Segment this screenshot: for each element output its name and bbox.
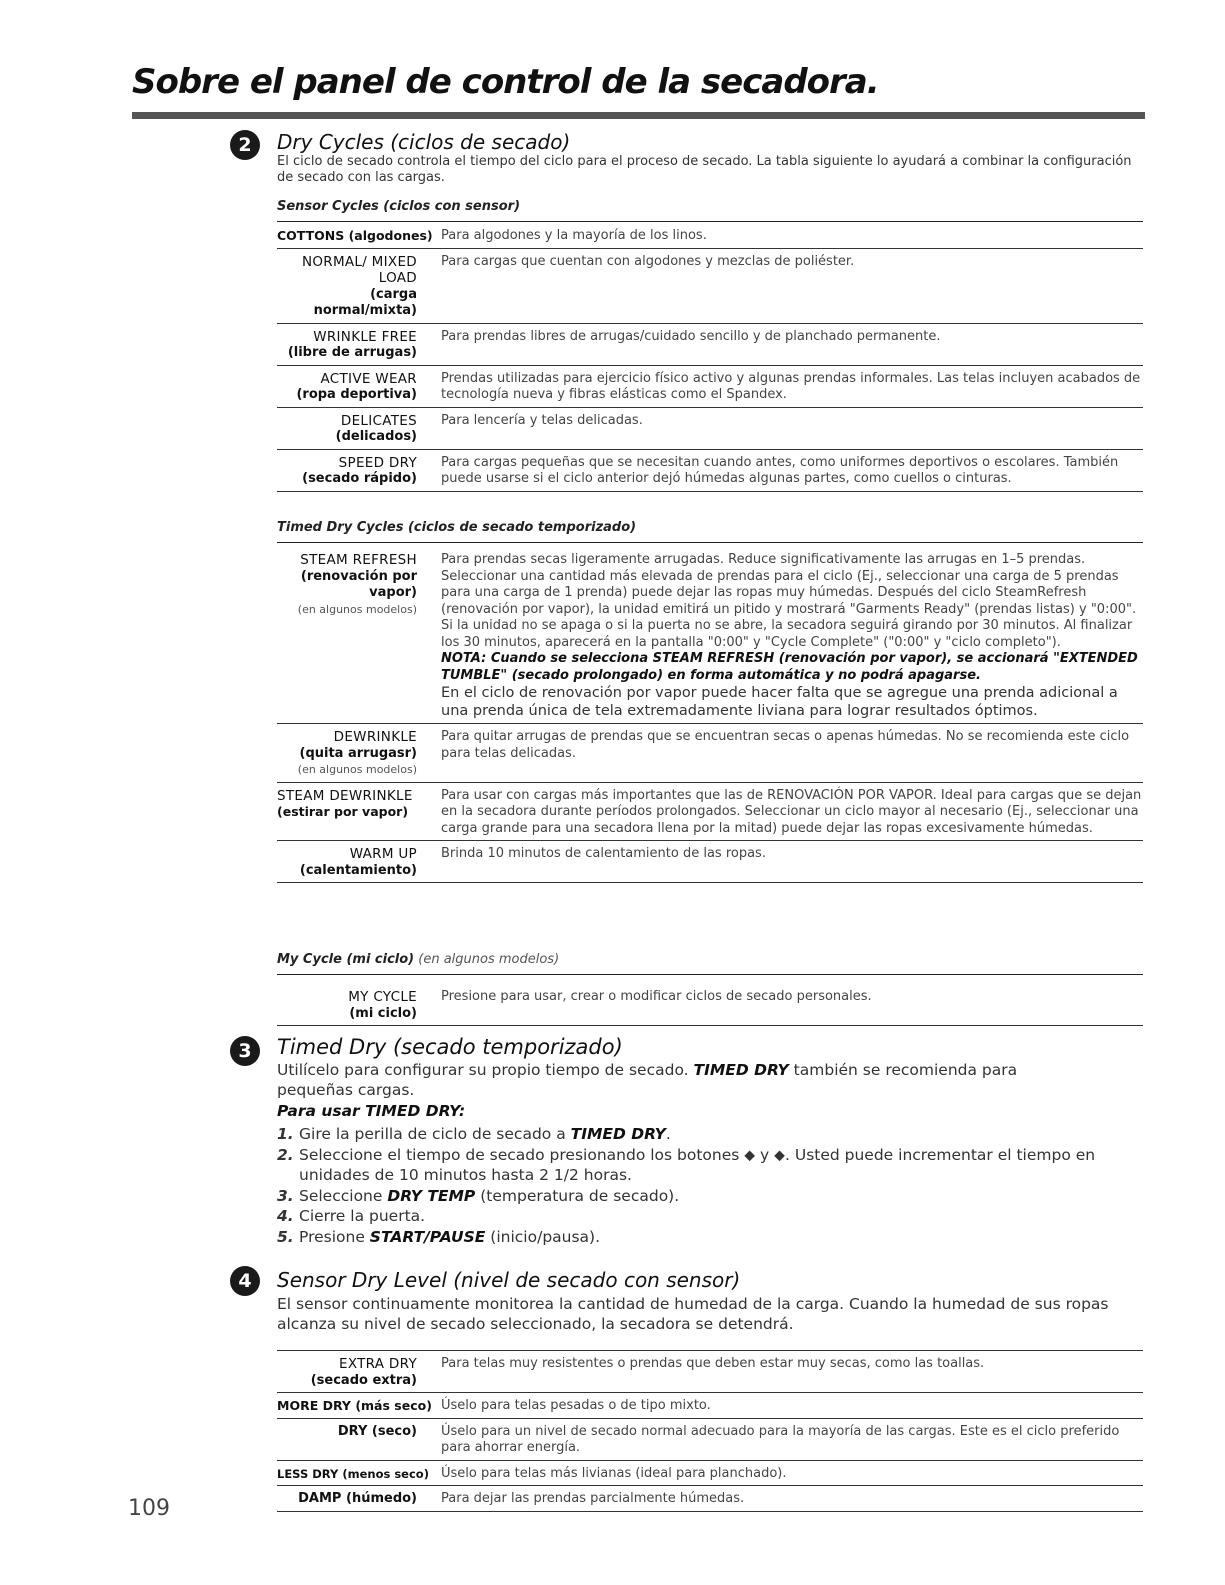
dry-level-name-en: EXTRA DRY xyxy=(338,1356,417,1372)
cycle-name-en: WRINKLE FREE xyxy=(313,328,417,345)
table-row xyxy=(277,1486,1143,1512)
table-row xyxy=(277,449,1143,491)
page-number: 109 xyxy=(128,1496,170,1521)
table-row xyxy=(277,365,1143,407)
step-number: 2. xyxy=(277,1145,294,1164)
table-row xyxy=(277,984,1143,1026)
table-row xyxy=(277,323,1143,365)
step-number: 4. xyxy=(277,1207,294,1225)
dry-level-description: Úselo para un nivel de secado normal adecuado para la mayoría de las cargas. Este es el ciclo preferido para ahorrar energía. xyxy=(441,1418,1143,1460)
cycle-label xyxy=(277,365,441,407)
sensor-cycles-table xyxy=(277,223,1143,492)
dry-level-label xyxy=(277,1393,441,1419)
dry-level-label xyxy=(277,1460,441,1486)
my-cycle-optional-note: (en algunos modelos) xyxy=(418,952,560,967)
timed-dry-steps xyxy=(277,1124,1147,1247)
list-item xyxy=(277,1206,1147,1227)
table-row xyxy=(277,782,1143,841)
step-number: 5. xyxy=(277,1227,294,1246)
section-3-intro xyxy=(277,1060,1037,1100)
cycle-description: Para algodones y la mayoría de los linos. xyxy=(441,223,1143,248)
step-text-end: (temperatura de secado). xyxy=(475,1186,680,1205)
cycle-label xyxy=(277,223,441,248)
cycle-description: Brinda 10 minutos de calentamiento de las ropas. xyxy=(441,841,1143,883)
section-4-number-badge: 4 xyxy=(230,1266,260,1296)
cycle-description: Para cargas que cuentan con algodones y mezclas de poliéster. xyxy=(441,248,1143,323)
list-item xyxy=(277,1227,1147,1248)
dry-level-description: Úselo para telas más livianas (ideal para planchado). xyxy=(441,1460,1143,1486)
cycle-name-es: (secado rápido) xyxy=(302,471,417,486)
table-row xyxy=(277,724,1143,783)
cycle-name-en: DELICATES xyxy=(340,412,417,429)
cycle-label xyxy=(277,724,441,783)
cycle-name-es: (libre de arrugas) xyxy=(287,345,417,360)
cycle-label xyxy=(277,449,441,491)
step-text: Cierre la puerta. xyxy=(299,1207,426,1225)
table-row xyxy=(277,1393,1143,1419)
cycle-name-es: (quita arrugasr) xyxy=(299,745,417,761)
table-row xyxy=(277,1460,1143,1486)
cycle-name-es: (delicados) xyxy=(335,429,417,444)
dry-level-name-es: (seco) xyxy=(371,1423,417,1439)
section-3-howto-heading: Para usar TIMED DRY: xyxy=(277,1102,466,1120)
cycle-name-en: COTTONS xyxy=(277,228,345,243)
cycle-note: NOTA: Cuando se selecciona STEAM REFRESH (renovación por vapor), se accionará "EXTENDED TUMBLE" (secado prolongado) en forma automática y no podrá apagarse. xyxy=(441,651,1138,683)
section-3-intro-text-end: también se recomienda para pequeñas cargas. xyxy=(277,1061,1018,1099)
timed-cycles-subheading xyxy=(277,520,1143,543)
title-rule xyxy=(132,112,1145,119)
cycle-description: Prendas utilizadas para ejercicio físico activo y algunas prendas informales. Las telas incluyen acabados de tecnología nueva y fibras elásticas como el Spandex. xyxy=(441,365,1143,407)
dry-level-table xyxy=(277,1350,1143,1512)
dry-level-name-es: (más seco) xyxy=(355,1398,432,1413)
dry-level-name-en: DRY xyxy=(337,1423,368,1439)
cycle-description: Para cargas pequeñas que se necesitan cuando antes, como uniformes deportivos o escolares. También puede usarse si el ciclo anterior dejó húmedas algunas partes, como cuellos o cinturas. xyxy=(441,449,1143,491)
list-item xyxy=(277,1145,1147,1186)
cycle-name-en: SPEED DRY xyxy=(338,454,417,471)
table-row xyxy=(277,547,1143,724)
optional-models-note: (en algunos modelos) xyxy=(297,602,417,616)
step-text-end: (inicio/pausa). xyxy=(485,1227,601,1246)
cycle-description: Para lencería y telas delicadas. xyxy=(441,407,1143,449)
dry-level-name-es: (menos seco) xyxy=(342,1466,429,1481)
section-3-number-badge: 3 xyxy=(230,1036,260,1066)
table-row xyxy=(277,248,1143,323)
step-text-end: . xyxy=(665,1125,671,1143)
sensor-cycles-subheading-text: Sensor Cycles (ciclos con sensor) xyxy=(277,199,521,214)
cycle-description: Para prendas libres de arrugas/cuidado sencillo y de planchado permanente. xyxy=(441,323,1143,365)
cycle-name-en: NORMAL/ MIXED LOAD xyxy=(301,253,417,286)
dry-level-name-en: MORE DRY xyxy=(277,1398,351,1413)
cycle-description: Presione para usar, crear o modificar ciclos de secado personales. xyxy=(441,984,1143,1026)
section-2-heading: Dry Cycles (ciclos de secado) xyxy=(277,130,571,154)
cycle-name-es: (ropa deportiva) xyxy=(296,387,417,402)
step-keyword: DRY TEMP xyxy=(387,1186,476,1205)
section-3-heading: Timed Dry (secado temporizado) xyxy=(277,1035,623,1059)
dry-level-description: Úselo para telas pesadas o de tipo mixto. xyxy=(441,1393,1143,1419)
step-keyword: START/PAUSE xyxy=(369,1227,486,1246)
dry-level-name-es: (húmedo) xyxy=(346,1491,417,1506)
page-title: Sobre el panel de control de la secadora. xyxy=(132,62,879,102)
table-row xyxy=(277,407,1143,449)
section-3-intro-text: Utilícelo para configurar su propio tiempo de secado. xyxy=(277,1061,694,1079)
dry-level-label xyxy=(277,1486,441,1512)
my-cycle-table xyxy=(277,984,1143,1026)
cycle-extra-text: En el ciclo de renovación por vapor puede hacer falta que se agregue una prenda adicional a una prenda única de tela extremadamente liviana para lograr resultados óptimos. xyxy=(441,685,1118,719)
section-4-intro: El sensor continuamente monitorea la cantidad de humedad de la carga. Cuando la humedad de sus ropas alcanza su nivel de secado seleccionado, la secadora se detendrá. xyxy=(277,1295,1109,1333)
section-2-number-badge: 2 xyxy=(230,130,260,160)
step-text: Gire la perilla de ciclo de secado a xyxy=(299,1125,571,1143)
table-row xyxy=(277,841,1143,883)
table-row xyxy=(277,1351,1143,1393)
dry-level-name-es: (secado extra) xyxy=(310,1372,417,1388)
timed-cycles-table xyxy=(277,547,1143,883)
cycle-label xyxy=(277,407,441,449)
cycle-name-es: (estirar por vapor) xyxy=(277,804,409,819)
dry-level-name-en: LESS DRY xyxy=(277,1466,339,1481)
cycle-description: Para usar con cargas más importantes que las de RENOVACIÓN POR VAPOR. Ideal para cargas que se dejan en la secadora durante períodos prolongados. Seleccionar un ciclo mayor al necesario (Ej., seleccionar una carga grande para una secadora llena por la mitad) puede dejar las ropas excesivamente húmedas. xyxy=(441,782,1143,841)
step-keyword: TIMED DRY xyxy=(570,1125,666,1143)
step-text: Presione xyxy=(299,1227,370,1246)
cycle-description xyxy=(441,547,1143,724)
list-item xyxy=(277,1186,1147,1207)
section-4-heading: Sensor Dry Level (nivel de secado con sensor) xyxy=(277,1268,741,1292)
cycle-label xyxy=(277,248,441,323)
cycle-name-en: DEWRINKLE xyxy=(333,729,417,745)
table-row xyxy=(277,1418,1143,1460)
section-2-intro: El ciclo de secado controla el tiempo del ciclo para el proceso de secado. La tabla siguiente lo ayudará a combinar la configuración de secado con las cargas. xyxy=(277,154,1132,185)
optional-models-note: (en algunos modelos) xyxy=(297,763,417,776)
cycle-label xyxy=(277,984,441,1026)
step-text: Seleccione xyxy=(299,1186,388,1205)
cycle-label xyxy=(277,547,441,724)
step-number: 3. xyxy=(277,1186,294,1205)
timed-cycles-subheading-text: Timed Dry Cycles (ciclos de secado temporizado) xyxy=(277,520,637,535)
dry-level-label xyxy=(277,1418,441,1460)
cycle-label xyxy=(277,782,441,841)
cycle-name-en: ACTIVE WEAR xyxy=(320,370,417,387)
cycle-name-en: STEAM REFRESH xyxy=(300,552,417,568)
dry-level-name-en: DAMP xyxy=(298,1491,342,1506)
cycle-name-es: (renovación por vapor) xyxy=(300,568,417,600)
step-number: 1. xyxy=(277,1125,294,1143)
cycle-name-es: (algodones) xyxy=(348,228,433,243)
dry-level-description: Para telas muy resistentes o prendas que deben estar muy secas, como las toallas. xyxy=(441,1351,1143,1393)
cycle-description: Para quitar arrugas de prendas que se encuentran secas o apenas húmedas. No se recomienda este ciclo para telas delicadas. xyxy=(441,724,1143,783)
cycle-name-en: MY CYCLE xyxy=(348,989,417,1005)
my-cycle-subheading xyxy=(277,952,1143,975)
cycle-label xyxy=(277,841,441,883)
cycle-description-text: Para prendas secas ligeramente arrugadas. Reduce significativamente las arrugas en 1–5 prendas. Seleccionar una cantidad más elevada de prendas para el ciclo (Ej., seleccionar una carga de 5 prendas para una carga de 1 prenda) puede dejar las ropas muy húmedas. Después del ciclo SteamRefresh (renovación por vapor), la unidad emitirá un pitido y mostrará "Garments Ready" (prendas listas) y "0:00". Si la unidad no se apaga o si la puerta no se abre, la secadora seguirá girando por 30 minutos. Al finalizar los 30 minutos, aparecerá en la pantalla "0:00" y "Cycle Complete" ("0:00" y "ciclo completo"). xyxy=(441,552,1137,650)
dry-level-label xyxy=(277,1351,441,1393)
section-3-intro-keyword: TIMED DRY xyxy=(693,1061,789,1079)
dry-level-description: Para dejar las prendas parcialmente húmedas. xyxy=(441,1486,1143,1512)
cycle-name-en: WARM UP xyxy=(349,846,417,862)
cycle-name-es: (mi ciclo) xyxy=(349,1005,417,1021)
cycle-name-en: STEAM DEWRINKLE xyxy=(277,787,413,804)
table-row xyxy=(277,223,1143,248)
sensor-cycles-subheading xyxy=(277,199,1143,222)
step-text: Seleccione el tiempo de secado presionando los botones ⬥ y ⬥. Usted puede incrementar el tiempo en unidades de 10 minutos hasta 2 1/2 horas. xyxy=(299,1145,1096,1184)
my-cycle-subheading-text: My Cycle (mi ciclo) xyxy=(277,952,415,967)
cycle-name-es: (carga normal/mixta) xyxy=(313,286,417,318)
cycle-label xyxy=(277,323,441,365)
list-item xyxy=(277,1124,1147,1145)
cycle-name-es: (calentamiento) xyxy=(299,862,417,878)
